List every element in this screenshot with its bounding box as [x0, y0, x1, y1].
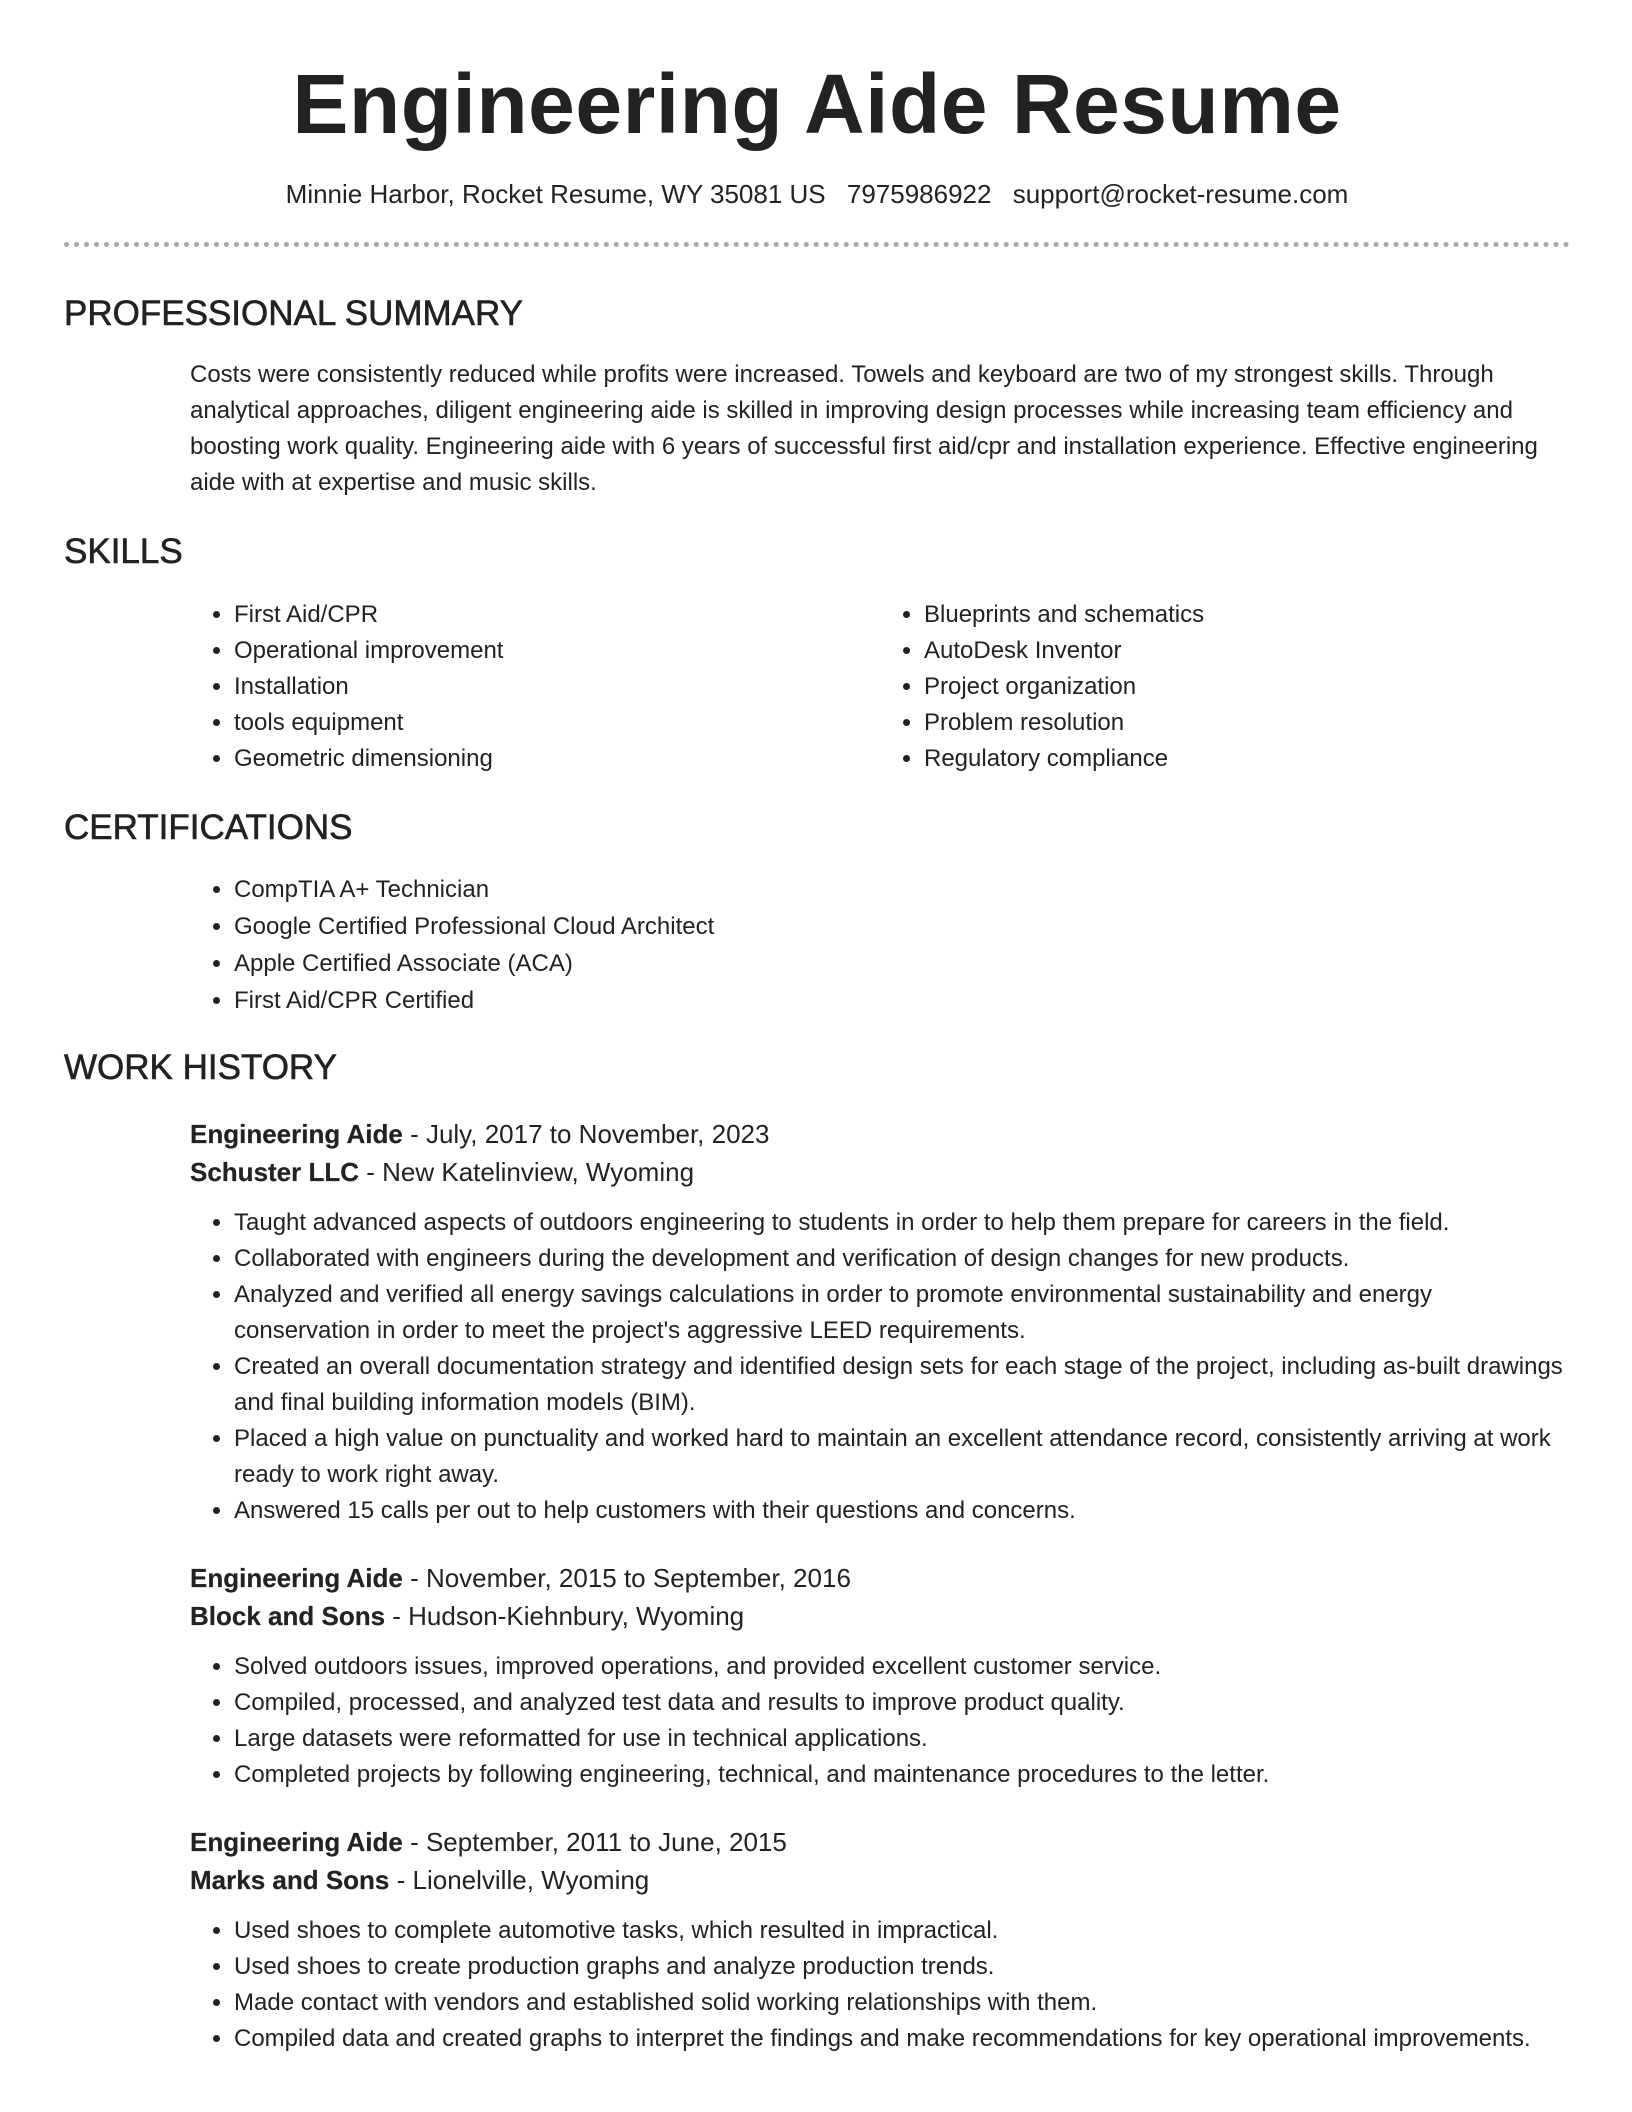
job-entry	[190, 1559, 1570, 1793]
job-dates: - September, 2011 to June, 2015	[402, 1827, 787, 1857]
job-dates: - November, 2015 to September, 2016	[402, 1563, 851, 1593]
job-bullets	[190, 1649, 1570, 1793]
job-bullets	[190, 1913, 1570, 2057]
summary-heading: PROFESSIONAL SUMMARY	[64, 294, 523, 333]
job-title: Engineering Aide	[190, 1119, 403, 1149]
contact-phone: 7975986922	[846, 179, 992, 209]
skill-item: • First Aid/CPR	[234, 597, 880, 633]
job-bullets	[190, 1205, 1570, 1529]
job-company-line	[190, 1597, 1570, 1635]
contact-address: Minnie Harbor, Rocket Resume, WY 35081 US	[285, 179, 826, 209]
job-company: Schuster LLC	[190, 1157, 360, 1187]
job-bullet: • Compiled data and created graphs to interpret the findings and make recommendations for key operational improvements.	[234, 2021, 1570, 2057]
certification-item: • Apple Certified Associate (ACA)	[234, 945, 1570, 982]
job-title: Engineering Aide	[190, 1827, 403, 1857]
job-bullet: • Answered 15 calls per out to help customers with their questions and concerns.	[234, 1493, 1570, 1529]
skill-item: • Regulatory compliance	[924, 741, 1570, 777]
job-bullet: • Collaborated with engineers during the development and verification of design changes for new products.	[234, 1241, 1570, 1277]
certifications-heading: CERTIFICATIONS	[64, 808, 353, 847]
job-title-line	[190, 1559, 1570, 1597]
job-bullet: • Large datasets were reformatted for use in technical applications.	[234, 1721, 1570, 1757]
work-history-heading: WORK HISTORY	[64, 1048, 337, 1087]
job-location: - Hudson-Kiehnbury, Wyoming	[385, 1601, 745, 1631]
job-bullet: • Compiled, processed, and analyzed test data and results to improve product quality.	[234, 1685, 1570, 1721]
job-company: Block and Sons	[190, 1601, 386, 1631]
skill-item: • AutoDesk Inventor	[924, 633, 1570, 669]
header-divider	[64, 242, 1570, 247]
job-location: - Lionelville, Wyoming	[389, 1865, 650, 1895]
skills-list-right	[880, 597, 1570, 777]
resume-title: Engineering Aide Resume	[292, 57, 1342, 151]
job-bullet: • Completed projects by following engineering, technical, and maintenance procedures to the letter.	[234, 1757, 1570, 1793]
job-company: Marks and Sons	[190, 1865, 390, 1895]
certification-item: • CompTIA A+ Technician	[234, 871, 1570, 908]
job-entry	[190, 1115, 1570, 1529]
skill-item: • Operational improvement	[234, 633, 880, 669]
job-location: - New Katelinview, Wyoming	[359, 1157, 695, 1187]
job-bullet: • Taught advanced aspects of outdoors engineering to students in order to help them prepare for careers in the field.	[234, 1205, 1570, 1241]
job-bullet: • Made contact with vendors and established solid working relationships with them.	[234, 1985, 1570, 2021]
skill-item: • Geometric dimensioning	[234, 741, 880, 777]
summary-text: Costs were consistently reduced while profits were increased. Towels and keyboard are two of my strongest skills. Through analytical approaches, diligent engineering aide is skilled in improving design processes while increasing team efficiency and boosting work quality. Engineering aide with 6 years of successful first aid/cpr and installation experience. Effective engineering aide with at expertise and music skills.	[190, 361, 1538, 496]
skill-item: • Project organization	[924, 669, 1570, 705]
job-company-line	[190, 1861, 1570, 1899]
job-title-line	[190, 1823, 1570, 1861]
job-bullet: • Analyzed and verified all energy savings calculations in order to promote environmental sustainability and energy conservation in order to meet the project's aggressive LEED requirements.	[234, 1277, 1570, 1349]
skill-item: • Problem resolution	[924, 705, 1570, 741]
skill-item: • Installation	[234, 669, 880, 705]
job-bullet: • Solved outdoors issues, improved operations, and provided excellent customer service.	[234, 1649, 1570, 1685]
certifications-block	[190, 871, 1570, 1019]
resume-page	[64, 0, 1570, 2057]
job-dates: - July, 2017 to November, 2023	[402, 1119, 770, 1149]
job-company-line	[190, 1153, 1570, 1191]
certifications-list	[190, 871, 1570, 1019]
job-entry	[190, 1823, 1570, 2057]
job-title: Engineering Aide	[190, 1563, 403, 1593]
skill-item: • Blueprints and schematics	[924, 597, 1570, 633]
contact-email: support@rocket-resume.com	[1012, 179, 1349, 209]
skills-heading: SKILLS	[64, 532, 183, 571]
job-bullet: • Placed a high value on punctuality and worked hard to maintain an excellent attendance record, consistently arriving at work ready to work right away.	[234, 1421, 1570, 1493]
skills-list-left	[190, 597, 880, 777]
job-bullet: • Used shoes to create production graphs and analyze production trends.	[234, 1949, 1570, 1985]
job-title-line	[190, 1115, 1570, 1153]
certification-item: • Google Certified Professional Cloud Architect	[234, 908, 1570, 945]
skill-item: • tools equipment	[234, 705, 880, 741]
job-bullet: • Used shoes to complete automotive tasks, which resulted in impractical.	[234, 1913, 1570, 1949]
skills-columns	[190, 597, 1570, 777]
certification-item: • First Aid/CPR Certified	[234, 982, 1570, 1019]
contact-line	[64, 178, 1570, 210]
job-bullet: • Created an overall documentation strategy and identified design sets for each stage of the project, including as-built drawings and final building information models (BIM).	[234, 1349, 1570, 1421]
